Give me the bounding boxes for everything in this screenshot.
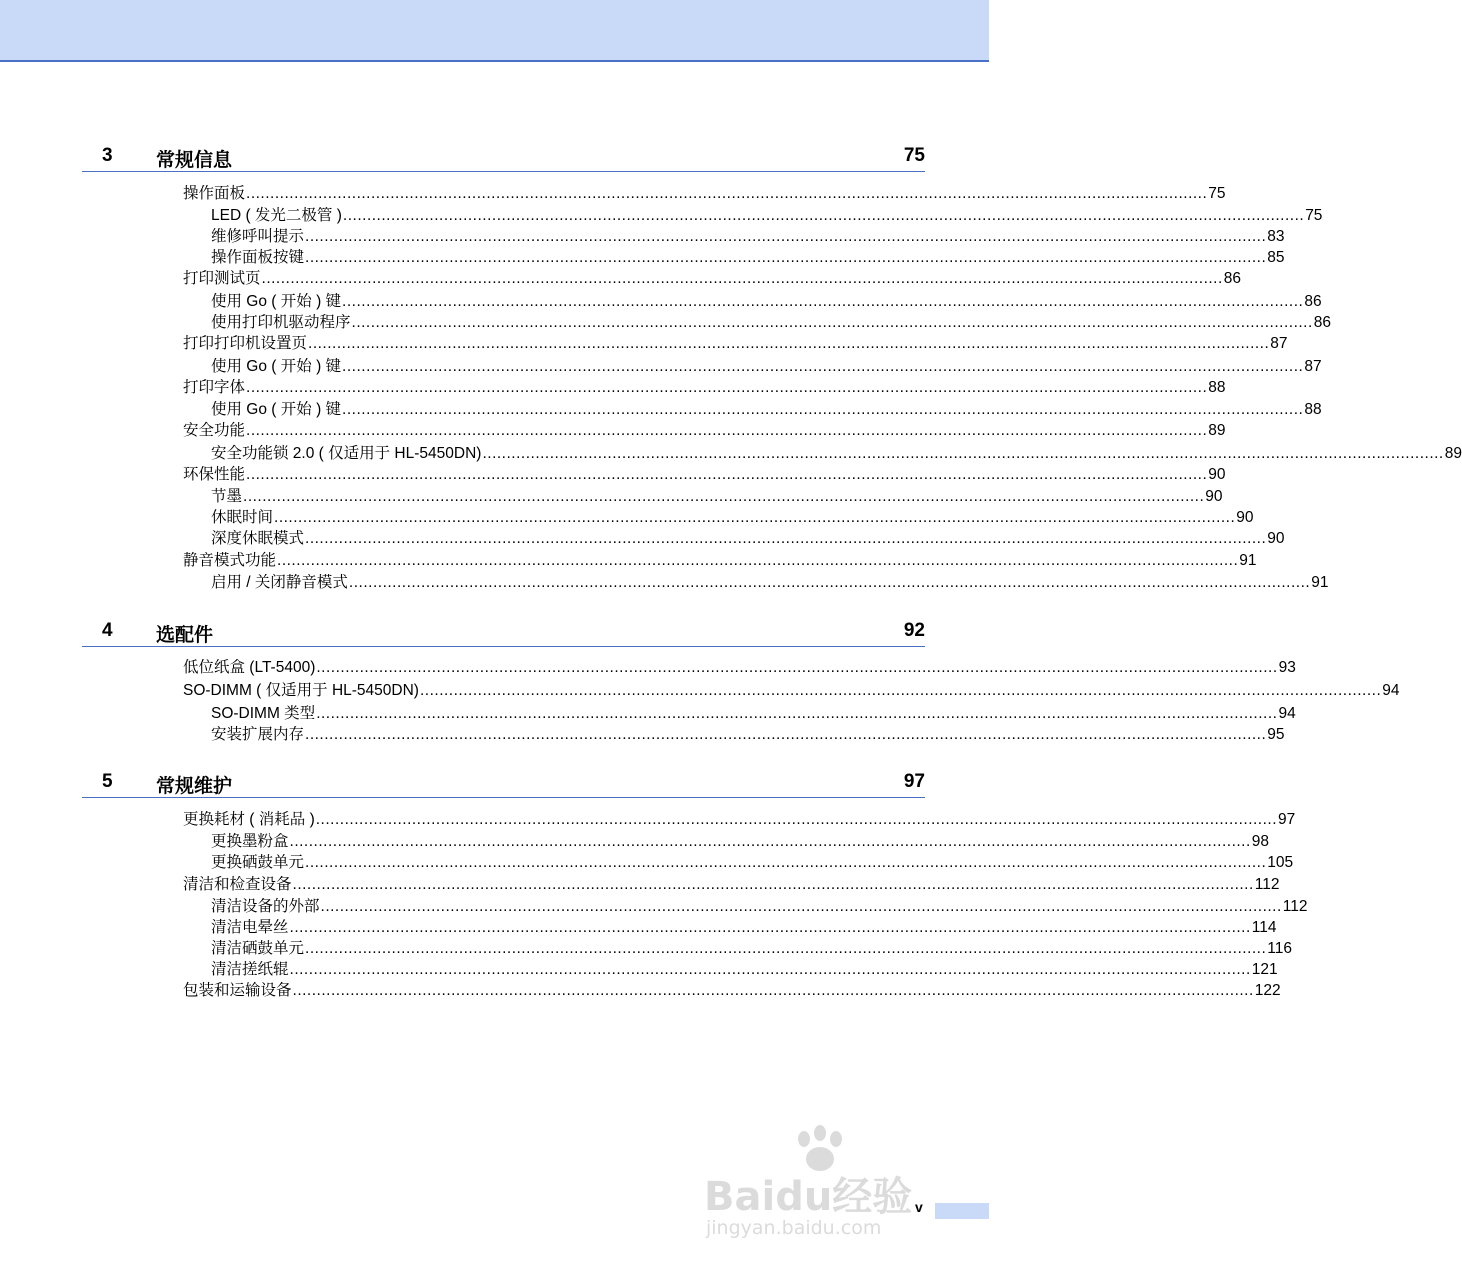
toc-label: 安装扩展内存 [211, 726, 305, 743]
toc-label: 打印打印机设置页 [183, 335, 308, 352]
toc-entry[interactable] [211, 400, 1322, 420]
toc-entry[interactable] [211, 704, 1296, 724]
toc-entry[interactable] [211, 529, 1285, 549]
toc-page: 75 [1305, 207, 1323, 224]
leader-dots: ........................................................................................................................................................................................................ [342, 401, 1304, 418]
toc-page: 98 [1251, 833, 1270, 850]
toc-page: 87 [1304, 358, 1322, 375]
leader-dots: ........................................................................................................................................................................................................ [305, 726, 1267, 743]
toc-label: 清洁设备的外部 [211, 898, 320, 915]
leader-dots: ........................................................................................................................................................................................................ [320, 898, 1282, 915]
toc-label: 操作面板 [183, 185, 246, 202]
toc-entry[interactable] [183, 551, 1257, 571]
toc-label: 休眠时间 [211, 509, 274, 526]
toc-entry[interactable] [211, 897, 1308, 917]
toc-entry[interactable] [183, 421, 1226, 441]
leader-dots: ........................................................................................................................................................................................................ [305, 249, 1267, 266]
toc-entry[interactable] [211, 918, 1277, 938]
toc-label: 安全功能锁 2.0 ( 仅适用于 HL-5450DN) [211, 445, 482, 462]
toc-entry[interactable] [183, 269, 1242, 289]
page-tab [935, 1203, 989, 1219]
toc-label: 清洁硒鼓单元 [211, 940, 305, 957]
leader-dots: ........................................................................................................................................................................................................ [289, 961, 1251, 978]
chapter-number: 4 [102, 620, 113, 641]
toc-label: LED ( 发光二极管 ) [211, 207, 342, 224]
chapter-4-heading[interactable] [82, 620, 925, 647]
toc-page: 94 [1382, 682, 1400, 699]
toc-label: 启用 / 关闭静音模式 [211, 574, 348, 591]
leader-dots: ........................................................................................................................................................................................................ [316, 659, 1278, 676]
leader-dots: ........................................................................................................................................................................................................ [342, 293, 1304, 310]
toc-entry[interactable] [211, 960, 1278, 980]
leader-dots: ........................................................................................................................................................................................................ [305, 228, 1267, 245]
toc-entry[interactable] [183, 875, 1280, 895]
toc-label: 清洁和检查设备 [183, 876, 292, 893]
toc-entry[interactable] [183, 658, 1296, 678]
toc-page: 89 [1444, 445, 1462, 462]
toc-entry[interactable] [211, 725, 1285, 745]
toc-label: 打印字体 [183, 379, 246, 396]
toc-entry[interactable] [183, 681, 1400, 701]
leader-dots: ........................................................................................................................................................................................................ [246, 466, 1208, 483]
leader-dots: ........................................................................................................................................................................................................ [274, 509, 1236, 526]
chapter-page: 92 [903, 620, 925, 641]
toc-label: SO-DIMM 类型 [211, 705, 316, 722]
toc-label: 操作面板按键 [211, 249, 305, 266]
toc-page: 75 [1208, 185, 1226, 202]
toc-page: 90 [1208, 466, 1226, 483]
toc-entry[interactable] [211, 206, 1323, 226]
leader-dots: ........................................................................................................................................................................................................ [292, 982, 1254, 999]
toc-page: 90 [1205, 488, 1223, 505]
toc-entry[interactable] [183, 184, 1226, 204]
toc-page: 88 [1304, 401, 1322, 418]
toc-label: 使用 Go ( 开始 ) 键 [211, 401, 342, 418]
toc-page: 86 [1313, 314, 1332, 331]
chapter-number: 5 [102, 771, 113, 792]
leader-dots: ........................................................................................................................................................................................................ [348, 574, 1311, 591]
chapter-page: 97 [903, 771, 925, 792]
toc-entry[interactable] [211, 227, 1285, 247]
leader-dots: ........................................................................................................................................................................................................ [308, 335, 1270, 352]
toc-label: 环保性能 [183, 466, 246, 483]
toc-entry[interactable] [211, 832, 1270, 852]
page-number: v [915, 1199, 923, 1215]
chapter-5-heading[interactable] [82, 771, 925, 798]
chapter-number: 3 [102, 145, 113, 166]
leader-dots: ........................................................................................................................................................................................................ [289, 833, 1251, 850]
toc-page: 86 [1223, 270, 1242, 287]
toc-entry[interactable] [183, 981, 1281, 1001]
toc-label: 节墨 [211, 488, 243, 505]
toc-page: 91 [1311, 574, 1329, 591]
toc-label: 维修呼叫提示 [211, 228, 305, 245]
toc-page: 112 [1254, 876, 1280, 893]
toc-entry[interactable] [211, 313, 1332, 333]
leader-dots: ........................................................................................................................................................................................................ [289, 919, 1251, 936]
leader-dots: ........................................................................................................................................................................................................ [305, 530, 1267, 547]
toc-label: 低位纸盒 (LT-5400) [183, 659, 316, 676]
toc-entry[interactable] [211, 939, 1293, 959]
toc-entry[interactable] [211, 292, 1322, 312]
toc-entry[interactable] [211, 444, 1462, 464]
toc-page: 95 [1267, 726, 1285, 743]
leader-dots: ........................................................................................................................................................................................................ [316, 705, 1278, 722]
leader-dots: ........................................................................................................................................................................................................ [246, 185, 1208, 202]
leader-dots: ........................................................................................................................................................................................................ [342, 358, 1304, 375]
toc-label: 使用 Go ( 开始 ) 键 [211, 293, 342, 310]
chapter-title: 选配件 [156, 625, 214, 646]
toc-entry[interactable] [183, 378, 1226, 398]
leader-dots: ........................................................................................................................................................................................................ [419, 682, 1382, 699]
toc-page: 90 [1267, 530, 1285, 547]
toc-page: 87 [1270, 335, 1288, 352]
chapter-page: 75 [903, 145, 925, 166]
toc-label: 打印测试页 [183, 270, 261, 287]
toc-label: 使用 Go ( 开始 ) 键 [211, 358, 342, 375]
toc-page: 121 [1251, 961, 1278, 978]
toc-page: 94 [1278, 705, 1296, 722]
baidu-watermark [700, 1125, 940, 1250]
watermark-brand: Baidu经验 [704, 1174, 913, 1220]
toc-entry[interactable] [211, 853, 1294, 873]
toc-label: 更换墨粉盒 [211, 833, 289, 850]
toc-entry[interactable] [211, 508, 1254, 528]
toc-page: 88 [1208, 379, 1226, 396]
toc-label: SO-DIMM ( 仅适用于 HL-5450DN) [183, 682, 419, 699]
leader-dots: ........................................................................................................................................................................................................ [305, 940, 1267, 957]
leader-dots: ........................................................................................................................................................................................................ [342, 207, 1305, 224]
toc-label: 使用打印机驱动程序 [211, 314, 351, 331]
leader-dots: ........................................................................................................................................................................................................ [292, 876, 1254, 893]
toc-page: 116 [1267, 940, 1293, 957]
toc-page: 91 [1239, 552, 1257, 569]
toc-page: 105 [1267, 854, 1294, 871]
leader-dots: ........................................................................................................................................................................................................ [277, 552, 1239, 569]
toc-label: 更换耗材 ( 消耗品 ) [183, 811, 315, 828]
toc-entry[interactable] [183, 334, 1288, 354]
toc-label: 深度休眠模式 [211, 530, 305, 547]
toc-page: 90 [1236, 509, 1254, 526]
header-band [0, 0, 989, 62]
leader-dots: ........................................................................................................................................................................................................ [315, 811, 1278, 828]
toc-label: 安全功能 [183, 422, 246, 439]
toc-page: 114 [1251, 919, 1277, 936]
toc-entry[interactable] [183, 465, 1226, 485]
toc-page: 83 [1267, 228, 1285, 245]
toc-page: 97 [1278, 811, 1296, 828]
toc-entry[interactable] [211, 248, 1285, 268]
leader-dots: ........................................................................................................................................................................................................ [482, 445, 1444, 462]
leader-dots: ........................................................................................................................................................................................................ [246, 379, 1208, 396]
toc-page: 112 [1282, 898, 1308, 915]
toc-label: 清洁搓纸辊 [211, 961, 289, 978]
toc-label: 更换硒鼓单元 [211, 854, 305, 871]
toc-entry[interactable] [183, 810, 1296, 830]
toc-page: 86 [1304, 293, 1322, 310]
leader-dots: ........................................................................................................................................................................................................ [246, 422, 1208, 439]
toc-page: 93 [1278, 659, 1296, 676]
chapter-title: 常规维护 [156, 776, 233, 797]
toc-entry[interactable] [211, 573, 1329, 593]
leader-dots: ........................................................................................................................................................................................................ [351, 314, 1313, 331]
leader-dots: ........................................................................................................................................................................................................ [305, 854, 1267, 871]
leader-dots: ........................................................................................................................................................................................................ [261, 270, 1223, 287]
toc-entry[interactable] [211, 487, 1223, 507]
chapter-title: 常规信息 [156, 150, 233, 171]
chapter-3-heading[interactable] [82, 145, 925, 172]
toc-label: 静音模式功能 [183, 552, 277, 569]
toc-page: 89 [1208, 422, 1226, 439]
toc-page: 85 [1267, 249, 1285, 266]
leader-dots: ........................................................................................................................................................................................................ [243, 488, 1205, 505]
toc-label: 清洁电晕丝 [211, 919, 289, 936]
toc-page: 122 [1254, 982, 1281, 999]
watermark-url: jingyan.baidu.com [706, 1217, 882, 1239]
toc-entry[interactable] [211, 357, 1322, 377]
toc-label: 包装和运输设备 [183, 982, 292, 999]
